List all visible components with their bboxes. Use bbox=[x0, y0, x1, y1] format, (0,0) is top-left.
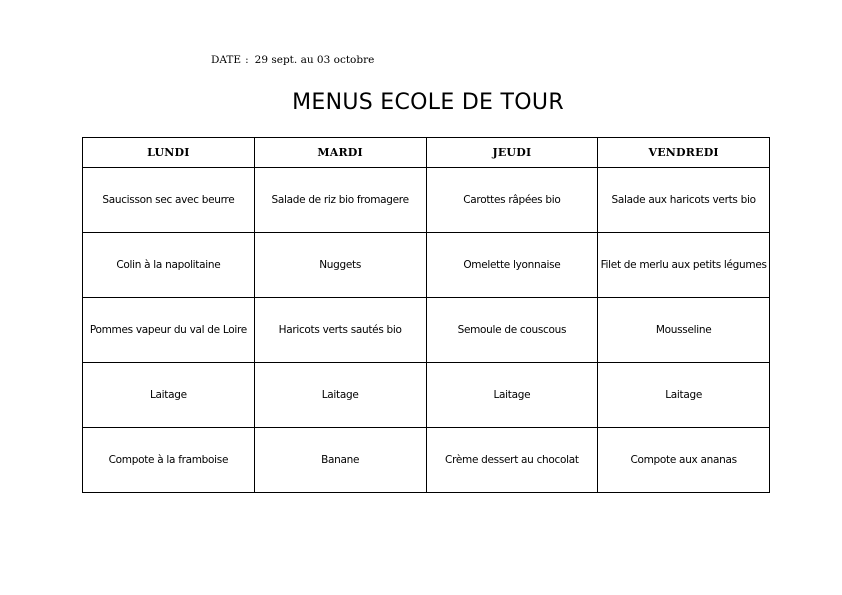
table-cell: Haricots verts sautés bio bbox=[254, 298, 426, 363]
day-header-mardi: MARDI bbox=[254, 138, 426, 168]
header-row bbox=[83, 138, 770, 168]
table-cell: Carottes râpées bio bbox=[426, 168, 598, 233]
table-cell: Filet de merlu aux petits légumes bbox=[598, 233, 770, 298]
table-row bbox=[83, 233, 770, 298]
table-cell: Laitage bbox=[426, 363, 598, 428]
table-cell: Compote aux ananas bbox=[598, 428, 770, 493]
table-cell: Colin à la napolitaine bbox=[83, 233, 255, 298]
table-cell: Saucisson sec avec beurre bbox=[83, 168, 255, 233]
date-label: DATE bbox=[211, 54, 242, 66]
date-value: 29 sept. au 03 octobre bbox=[254, 54, 375, 66]
table-cell: Laitage bbox=[598, 363, 770, 428]
table-row bbox=[83, 363, 770, 428]
table-cell: Crème dessert au chocolat bbox=[426, 428, 598, 493]
date-separator: : bbox=[245, 54, 249, 66]
table-cell: Nuggets bbox=[254, 233, 426, 298]
day-header-vendredi: VENDREDI bbox=[598, 138, 770, 168]
table-cell: Semoule de couscous bbox=[426, 298, 598, 363]
table-cell: Laitage bbox=[254, 363, 426, 428]
menu-table bbox=[82, 137, 770, 493]
table-cell: Omelette lyonnaise bbox=[426, 233, 598, 298]
table-row bbox=[83, 298, 770, 363]
table-cell: Banane bbox=[254, 428, 426, 493]
table-row bbox=[83, 168, 770, 233]
day-header-lundi: LUNDI bbox=[83, 138, 255, 168]
table-cell: Pommes vapeur du val de Loire bbox=[83, 298, 255, 363]
table-cell: Laitage bbox=[83, 363, 255, 428]
table-cell: Mousseline bbox=[598, 298, 770, 363]
table-cell: Salade de riz bio fromagere bbox=[254, 168, 426, 233]
page-title: MENUS ECOLE DE TOUR bbox=[292, 90, 564, 115]
table-row bbox=[83, 428, 770, 493]
table-cell: Compote à la framboise bbox=[83, 428, 255, 493]
date-line bbox=[211, 54, 374, 66]
day-header-jeudi: JEUDI bbox=[426, 138, 598, 168]
table-cell: Salade aux haricots verts bio bbox=[598, 168, 770, 233]
